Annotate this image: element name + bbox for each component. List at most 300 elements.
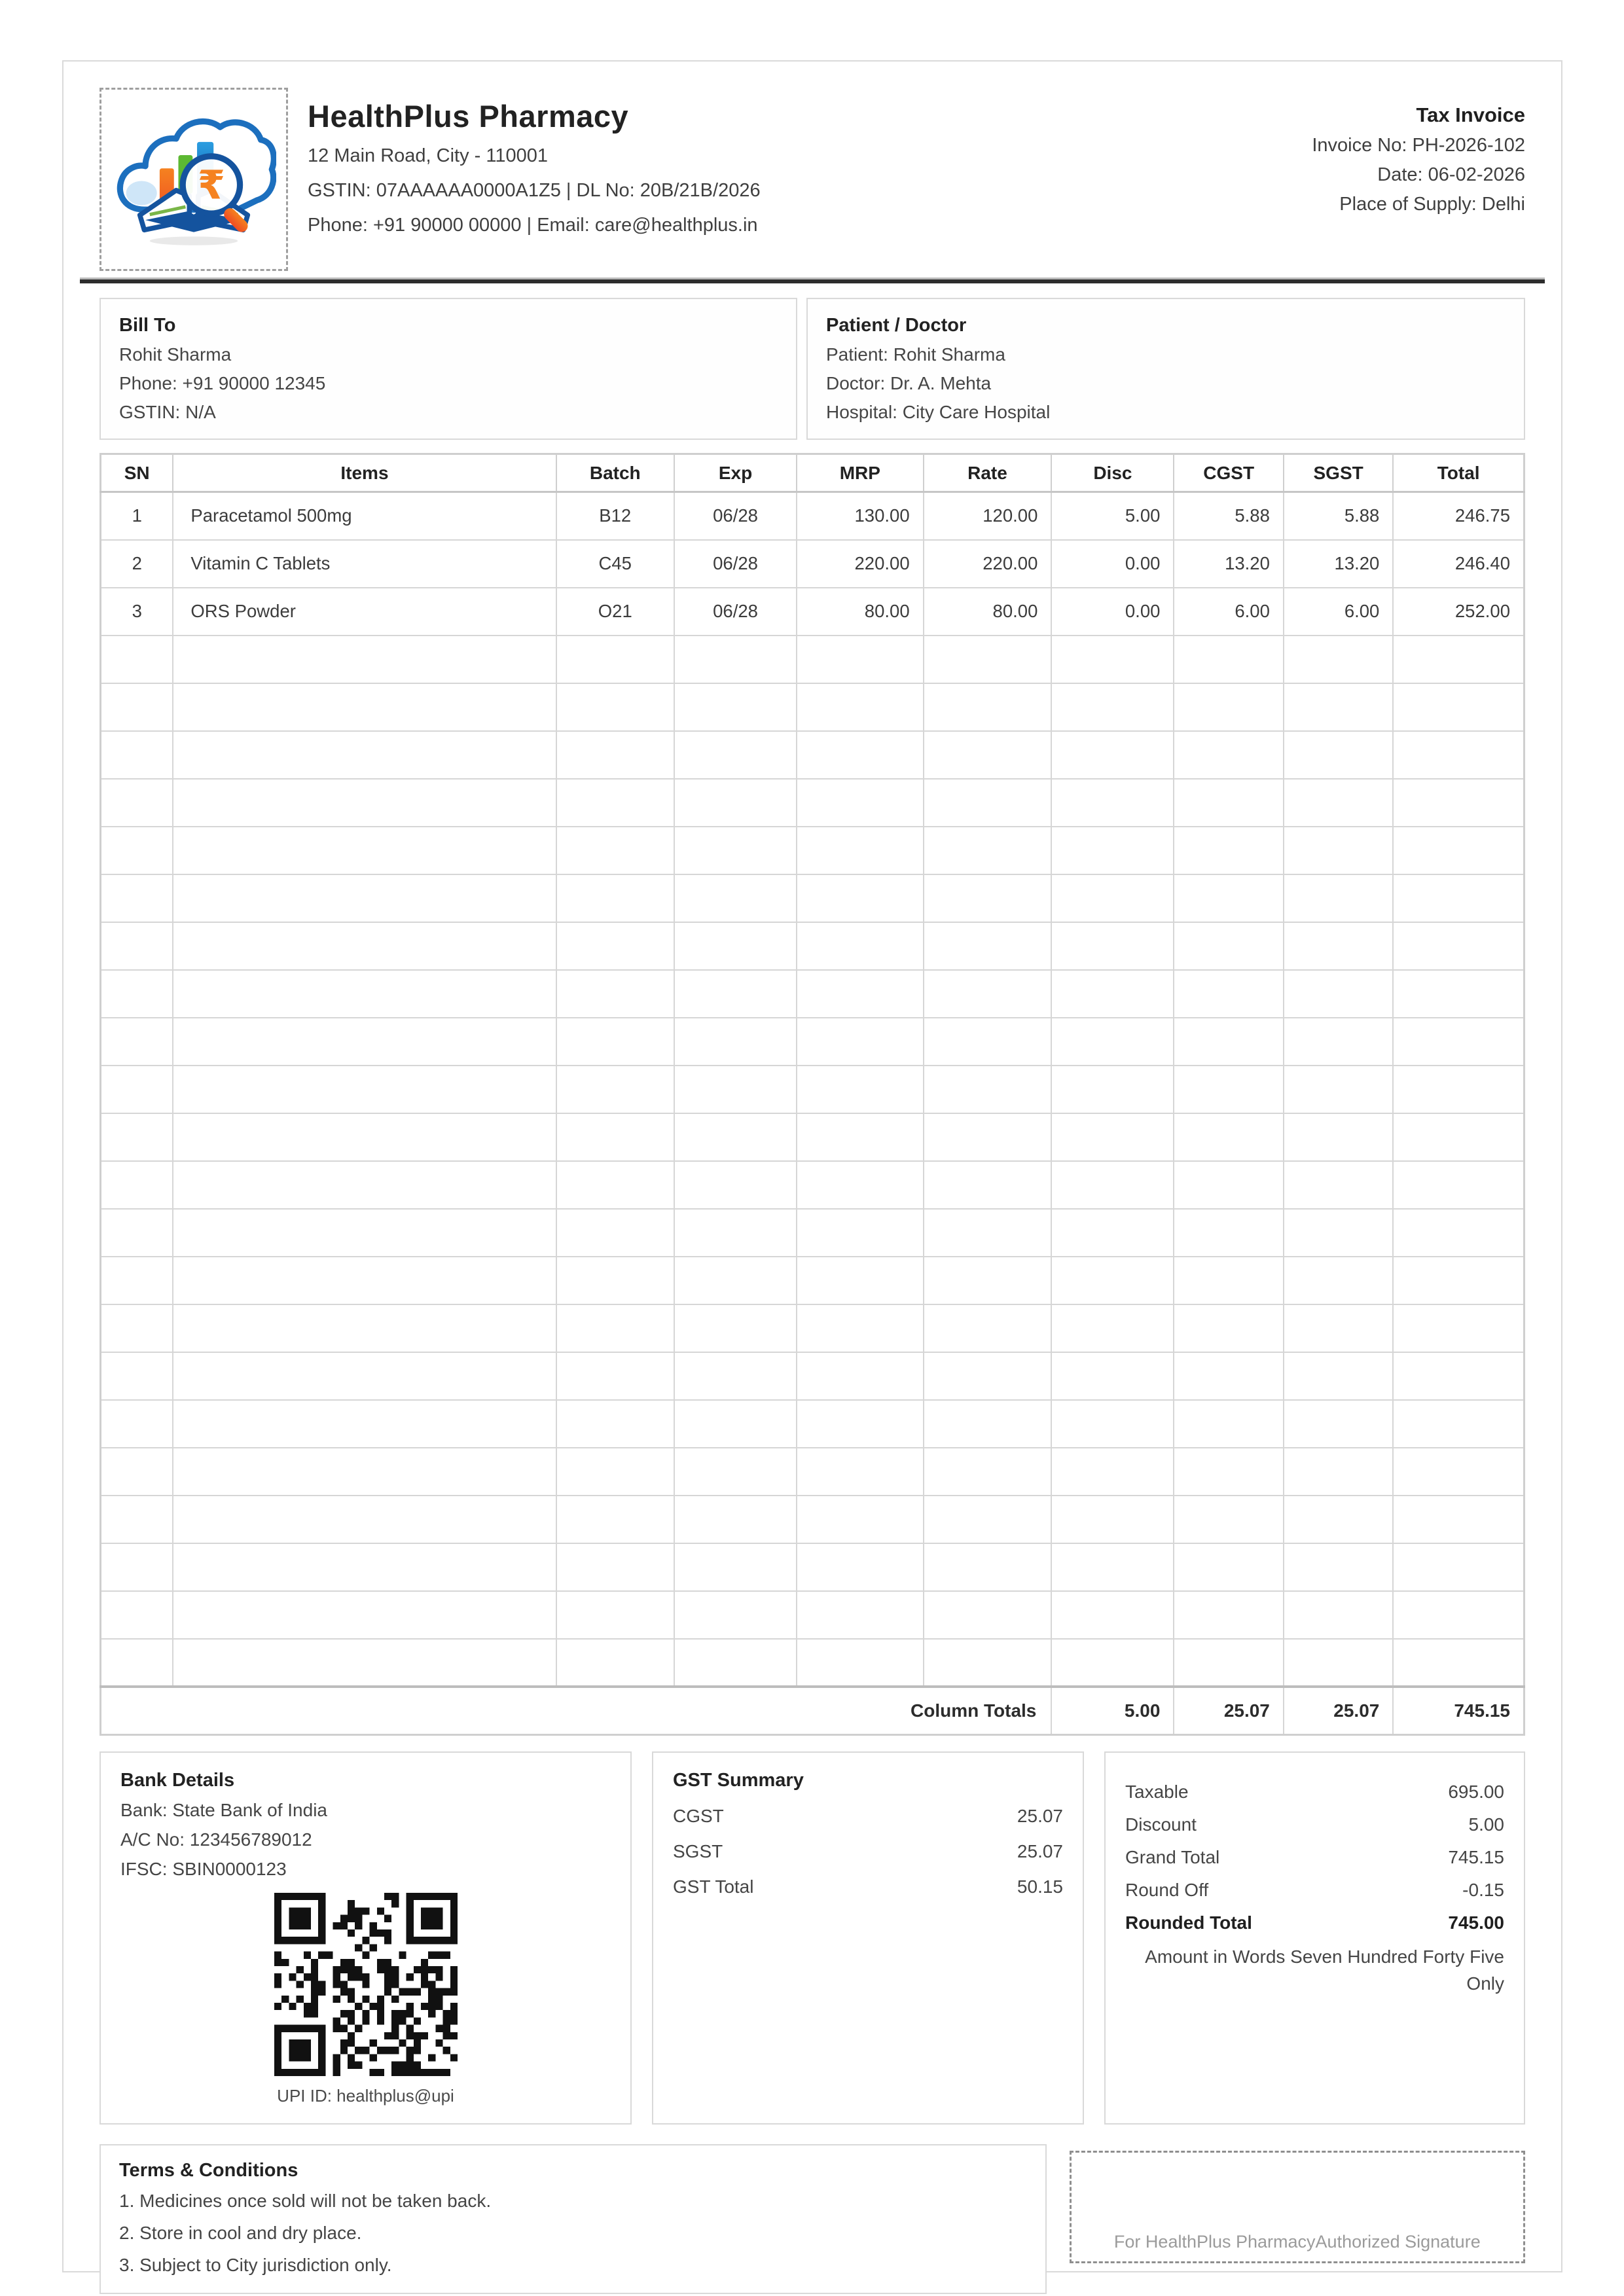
empty-cell — [1174, 1543, 1283, 1591]
item-cell-sn: 2 — [101, 540, 173, 588]
authorized-signature-box — [1070, 2151, 1525, 2263]
empty-cell — [1393, 874, 1524, 922]
empty-cell — [1393, 922, 1524, 970]
empty-cell — [101, 1066, 173, 1113]
items-table — [99, 453, 1525, 1736]
empty-item-row — [101, 874, 1525, 922]
empty-cell — [674, 1018, 797, 1066]
empty-cell — [797, 731, 924, 779]
totals-row-grand-total — [1125, 1847, 1504, 1868]
empty-cell — [101, 827, 173, 874]
patient-name: Patient: Rohit Sharma — [826, 344, 1005, 365]
empty-cell — [1051, 1496, 1174, 1543]
empty-item-row — [101, 779, 1525, 827]
company-registration: GSTIN: 07AAAAAA0000A1Z5 | DL No: 20B/21B/2026 — [308, 180, 761, 202]
empty-cell — [556, 1496, 675, 1543]
empty-item-row — [101, 1591, 1525, 1639]
company-contact: Phone: +91 90000 00000 | Email: care@healthplus.in — [308, 215, 758, 236]
empty-cell — [674, 1113, 797, 1161]
empty-cell — [1393, 1113, 1524, 1161]
item-cell-total: 252.00 — [1393, 588, 1524, 636]
empty-cell — [556, 970, 675, 1018]
empty-cell — [674, 1591, 797, 1639]
empty-cell — [173, 922, 556, 970]
upi-qr-code — [274, 1893, 458, 2079]
empty-cell — [797, 922, 924, 970]
totals-row-rounded-total — [1125, 1912, 1504, 1933]
empty-cell — [173, 1304, 556, 1352]
empty-cell — [1051, 970, 1174, 1018]
empty-cell — [101, 1257, 173, 1304]
empty-item-row — [101, 1639, 1525, 1687]
empty-cell — [1051, 1400, 1174, 1448]
empty-cell — [924, 1496, 1052, 1543]
empty-cell — [1051, 1639, 1174, 1687]
empty-cell — [1284, 683, 1393, 731]
empty-cell — [173, 1496, 556, 1543]
empty-cell — [1284, 1304, 1393, 1352]
empty-cell — [556, 827, 675, 874]
empty-cell — [173, 779, 556, 827]
empty-cell — [674, 1209, 797, 1257]
empty-cell — [674, 636, 797, 683]
empty-cell — [797, 1113, 924, 1161]
empty-item-row — [101, 1018, 1525, 1066]
empty-cell — [101, 922, 173, 970]
empty-cell — [1174, 1304, 1283, 1352]
empty-cell — [674, 779, 797, 827]
item-cell-items: Vitamin C Tablets — [173, 540, 556, 588]
empty-cell — [1393, 1018, 1524, 1066]
empty-cell — [173, 731, 556, 779]
empty-cell — [556, 1543, 675, 1591]
empty-cell — [556, 1113, 675, 1161]
empty-cell — [1174, 636, 1283, 683]
empty-cell — [101, 1352, 173, 1400]
bill-to-box — [99, 298, 797, 440]
empty-cell — [556, 779, 675, 827]
company-logo-box — [99, 88, 288, 271]
disc-total: 5.00 — [1051, 1687, 1174, 1735]
empty-cell — [924, 874, 1052, 922]
item-cell-items: ORS Powder — [173, 588, 556, 636]
empty-cell — [797, 970, 924, 1018]
empty-item-row — [101, 1209, 1525, 1257]
empty-cell — [101, 1448, 173, 1496]
item-cell-mrp: 220.00 — [797, 540, 924, 588]
empty-item-row — [101, 1448, 1525, 1496]
empty-cell — [1393, 827, 1524, 874]
empty-cell — [556, 1161, 675, 1209]
item-cell-sn: 1 — [101, 492, 173, 540]
empty-cell — [797, 827, 924, 874]
empty-cell — [1051, 1591, 1174, 1639]
empty-cell — [924, 1066, 1052, 1113]
empty-cell — [173, 1257, 556, 1304]
empty-cell — [1393, 1448, 1524, 1496]
bank-ifsc: IFSC: SBIN0000123 — [120, 1859, 287, 1879]
gst-row-value: 25.07 — [1017, 1806, 1063, 1826]
empty-cell — [1174, 683, 1283, 731]
empty-item-row — [101, 1161, 1525, 1209]
empty-item-row — [101, 1496, 1525, 1543]
empty-cell — [1284, 731, 1393, 779]
empty-cell — [1174, 1639, 1283, 1687]
bank-details-box — [99, 1751, 632, 2125]
empty-cell — [1393, 779, 1524, 827]
empty-cell — [556, 683, 675, 731]
empty-cell — [173, 1352, 556, 1400]
item-cell-exp: 06/28 — [674, 540, 797, 588]
empty-cell — [1393, 1639, 1524, 1687]
totals-row-label: Taxable — [1125, 1782, 1189, 1802]
empty-cell — [924, 1161, 1052, 1209]
empty-cell — [101, 1639, 173, 1687]
empty-cell — [1051, 1113, 1174, 1161]
empty-cell — [797, 1066, 924, 1113]
item-cell-cgst: 5.88 — [1174, 492, 1283, 540]
bill-to-gstin: GSTIN: N/A — [119, 402, 216, 422]
item-cell-sgst: 5.88 — [1284, 492, 1393, 540]
empty-cell — [1174, 1018, 1283, 1066]
empty-cell — [674, 1496, 797, 1543]
item-cell-mrp: 130.00 — [797, 492, 924, 540]
empty-cell — [1284, 1543, 1393, 1591]
empty-cell — [173, 1543, 556, 1591]
empty-cell — [924, 683, 1052, 731]
totals-row-discount — [1125, 1814, 1504, 1835]
column-header-sgst: SGST — [1284, 454, 1393, 492]
empty-cell — [101, 683, 173, 731]
empty-cell — [1174, 827, 1283, 874]
column-header-exp: Exp — [674, 454, 797, 492]
empty-cell — [173, 636, 556, 683]
empty-cell — [556, 1257, 675, 1304]
empty-cell — [1393, 1591, 1524, 1639]
empty-cell — [797, 636, 924, 683]
empty-cell — [1174, 1209, 1283, 1257]
item-cell-cgst: 13.20 — [1174, 540, 1283, 588]
empty-item-row — [101, 1400, 1525, 1448]
empty-cell — [556, 1591, 675, 1639]
column-header-rate: Rate — [924, 454, 1052, 492]
item-cell-mrp: 80.00 — [797, 588, 924, 636]
invoice-date: Date: 06-02-2026 — [1377, 164, 1525, 185]
empty-cell — [1051, 731, 1174, 779]
item-row — [101, 540, 1525, 588]
empty-cell — [1174, 1161, 1283, 1209]
empty-cell — [797, 1639, 924, 1687]
items-table-header-row — [101, 454, 1525, 492]
invoice-totals-box — [1104, 1751, 1525, 2125]
empty-cell — [1174, 1352, 1283, 1400]
gst-row-gst-total — [673, 1876, 1063, 1897]
empty-cell — [1051, 683, 1174, 731]
item-cell-exp: 06/28 — [674, 588, 797, 636]
empty-cell — [1051, 1066, 1174, 1113]
terms-line-2: 2. Store in cool and dry place. — [119, 2223, 362, 2244]
empty-item-row — [101, 1543, 1525, 1591]
empty-cell — [797, 874, 924, 922]
empty-cell — [1284, 970, 1393, 1018]
empty-cell — [173, 1400, 556, 1448]
empty-item-row — [101, 683, 1525, 731]
empty-cell — [556, 1209, 675, 1257]
empty-cell — [1051, 1543, 1174, 1591]
empty-cell — [1051, 636, 1174, 683]
empty-cell — [1174, 874, 1283, 922]
empty-item-row — [101, 827, 1525, 874]
bill-to-name: Rohit Sharma — [119, 344, 232, 365]
totals-row-label: Discount — [1125, 1814, 1197, 1835]
empty-cell — [173, 1591, 556, 1639]
item-cell-disc: 0.00 — [1051, 540, 1174, 588]
empty-cell — [924, 1304, 1052, 1352]
empty-item-row — [101, 1257, 1525, 1304]
empty-cell — [556, 1639, 675, 1687]
item-cell-rate: 120.00 — [924, 492, 1052, 540]
empty-cell — [674, 1066, 797, 1113]
item-cell-sgst: 6.00 — [1284, 588, 1393, 636]
gst-row-sgst — [673, 1841, 1063, 1862]
item-row — [101, 588, 1525, 636]
grand-column-total: 745.15 — [1393, 1687, 1524, 1735]
patient-doctor-title: Patient / Doctor — [826, 315, 967, 336]
item-cell-total: 246.75 — [1393, 492, 1524, 540]
empty-cell — [556, 922, 675, 970]
empty-cell — [1393, 1066, 1524, 1113]
empty-cell — [924, 1018, 1052, 1066]
empty-cell — [797, 779, 924, 827]
company-info — [308, 88, 761, 238]
gst-row-value: 50.15 — [1017, 1876, 1063, 1897]
empty-cell — [1393, 1496, 1524, 1543]
empty-cell — [173, 1018, 556, 1066]
empty-cell — [101, 1113, 173, 1161]
empty-cell — [674, 1257, 797, 1304]
column-header-sn: SN — [101, 454, 173, 492]
bank-details-title: Bank Details — [120, 1770, 235, 1791]
empty-cell — [924, 1400, 1052, 1448]
empty-cell — [1284, 1018, 1393, 1066]
empty-cell — [1051, 827, 1174, 874]
empty-cell — [556, 1352, 675, 1400]
empty-cell — [101, 1543, 173, 1591]
bill-to-title: Bill To — [119, 315, 176, 336]
empty-cell — [674, 970, 797, 1018]
empty-cell — [1393, 1257, 1524, 1304]
empty-cell — [173, 1113, 556, 1161]
empty-cell — [101, 1161, 173, 1209]
empty-cell — [1174, 1113, 1283, 1161]
empty-cell — [1393, 1543, 1524, 1591]
empty-cell — [924, 779, 1052, 827]
empty-cell — [797, 1400, 924, 1448]
empty-cell — [797, 1591, 924, 1639]
empty-cell — [674, 827, 797, 874]
terms-line-1: 1. Medicines once sold will not be taken back. — [119, 2191, 492, 2211]
empty-cell — [1051, 779, 1174, 827]
terms-signature-section — [99, 2144, 1525, 2294]
hospital-name: Hospital: City Care Hospital — [826, 402, 1051, 422]
empty-item-row — [101, 1066, 1525, 1113]
company-address: 12 Main Road, City - 110001 — [308, 145, 549, 166]
item-cell-exp: 06/28 — [674, 492, 797, 540]
empty-cell — [101, 731, 173, 779]
empty-cell — [797, 683, 924, 731]
empty-cell — [1284, 1400, 1393, 1448]
empty-cell — [674, 683, 797, 731]
totals-row-value: 745.15 — [1448, 1847, 1504, 1867]
empty-cell — [173, 1161, 556, 1209]
patient-doctor-box — [806, 298, 1525, 440]
item-cell-disc: 0.00 — [1051, 588, 1174, 636]
empty-cell — [1284, 1639, 1393, 1687]
empty-cell — [924, 1257, 1052, 1304]
empty-cell — [924, 1591, 1052, 1639]
empty-cell — [1284, 1161, 1393, 1209]
terms-line-3: 3. Subject to City jurisdiction only. — [119, 2255, 392, 2276]
empty-cell — [1174, 1257, 1283, 1304]
empty-cell — [1284, 1066, 1393, 1113]
item-cell-total: 246.40 — [1393, 540, 1524, 588]
totals-row-label: Rounded Total — [1125, 1912, 1252, 1933]
empty-cell — [1393, 1209, 1524, 1257]
totals-row-label: Grand Total — [1125, 1847, 1220, 1867]
empty-item-row — [101, 636, 1525, 683]
svg-text:₹: ₹ — [197, 162, 225, 209]
empty-cell — [1051, 1448, 1174, 1496]
empty-cell — [1051, 1352, 1174, 1400]
empty-cell — [173, 1066, 556, 1113]
empty-cell — [674, 731, 797, 779]
signature-for-text: For HealthPlus Pharmacy — [1113, 2232, 1316, 2251]
empty-cell — [101, 779, 173, 827]
healthplus-logo-icon — [111, 102, 276, 257]
invoice-number: Invoice No: PH-2026-102 — [1312, 135, 1525, 156]
empty-cell — [556, 874, 675, 922]
empty-cell — [1174, 1496, 1283, 1543]
gst-row-label: SGST — [673, 1841, 723, 1861]
empty-cell — [1393, 1304, 1524, 1352]
empty-cell — [101, 636, 173, 683]
invoice-header — [99, 88, 1525, 271]
item-cell-disc: 5.00 — [1051, 492, 1174, 540]
empty-cell — [101, 874, 173, 922]
totals-row-round-off — [1125, 1880, 1504, 1901]
empty-cell — [674, 1352, 797, 1400]
gst-row-cgst — [673, 1806, 1063, 1827]
empty-cell — [101, 1018, 173, 1066]
empty-cell — [797, 1161, 924, 1209]
empty-cell — [674, 1161, 797, 1209]
item-cell-cgst: 6.00 — [1174, 588, 1283, 636]
empty-cell — [1051, 1161, 1174, 1209]
empty-cell — [797, 1496, 924, 1543]
empty-cell — [556, 1400, 675, 1448]
summary-section — [99, 1751, 1525, 2125]
empty-cell — [1051, 1018, 1174, 1066]
empty-cell — [173, 874, 556, 922]
empty-cell — [101, 970, 173, 1018]
empty-item-row — [101, 1304, 1525, 1352]
empty-cell — [1393, 731, 1524, 779]
empty-cell — [924, 1209, 1052, 1257]
empty-item-row — [101, 731, 1525, 779]
empty-cell — [924, 731, 1052, 779]
empty-cell — [797, 1209, 924, 1257]
empty-cell — [674, 922, 797, 970]
item-cell-batch: C45 — [556, 540, 675, 588]
cgst-total: 25.07 — [1174, 1687, 1283, 1735]
gst-summary-box — [652, 1751, 1084, 2125]
page-border — [62, 60, 1562, 2276]
empty-cell — [1393, 1352, 1524, 1400]
empty-cell — [1051, 922, 1174, 970]
empty-cell — [674, 1400, 797, 1448]
invoice-meta — [1312, 88, 1525, 215]
parties-section — [99, 298, 1525, 440]
empty-cell — [1393, 636, 1524, 683]
empty-cell — [1284, 874, 1393, 922]
totals-row-value: -0.15 — [1462, 1880, 1504, 1900]
empty-cell — [797, 1448, 924, 1496]
place-of-supply: Place of Supply: Delhi — [1339, 194, 1525, 215]
empty-cell — [797, 1543, 924, 1591]
empty-cell — [556, 1066, 675, 1113]
empty-cell — [1284, 1257, 1393, 1304]
empty-cell — [1284, 636, 1393, 683]
column-header-mrp: MRP — [797, 454, 924, 492]
empty-cell — [1174, 1591, 1283, 1639]
empty-cell — [1284, 827, 1393, 874]
empty-cell — [101, 1209, 173, 1257]
empty-cell — [924, 970, 1052, 1018]
empty-cell — [924, 827, 1052, 874]
empty-cell — [924, 1543, 1052, 1591]
item-cell-rate: 220.00 — [924, 540, 1052, 588]
empty-cell — [1284, 1209, 1393, 1257]
totals-row-taxable — [1125, 1782, 1504, 1803]
empty-cell — [1284, 1113, 1393, 1161]
empty-cell — [674, 1543, 797, 1591]
bank-account: A/C No: 123456789012 — [120, 1829, 312, 1850]
empty-cell — [1051, 1257, 1174, 1304]
terms-box — [99, 2144, 1047, 2294]
empty-cell — [674, 1304, 797, 1352]
empty-cell — [101, 1496, 173, 1543]
empty-cell — [797, 1257, 924, 1304]
empty-cell — [173, 827, 556, 874]
empty-cell — [1174, 731, 1283, 779]
empty-item-row — [101, 922, 1525, 970]
item-cell-sgst: 13.20 — [1284, 540, 1393, 588]
empty-cell — [1174, 1448, 1283, 1496]
header-divider — [80, 278, 1545, 283]
empty-cell — [556, 636, 675, 683]
empty-cell — [173, 1209, 556, 1257]
empty-cell — [924, 922, 1052, 970]
empty-cell — [924, 636, 1052, 683]
column-header-disc: Disc — [1051, 454, 1174, 492]
empty-cell — [1393, 683, 1524, 731]
empty-cell — [797, 1018, 924, 1066]
empty-cell — [556, 731, 675, 779]
empty-cell — [173, 970, 556, 1018]
column-totals-label: Column Totals — [101, 1687, 1052, 1735]
empty-cell — [1393, 1400, 1524, 1448]
empty-cell — [101, 1400, 173, 1448]
